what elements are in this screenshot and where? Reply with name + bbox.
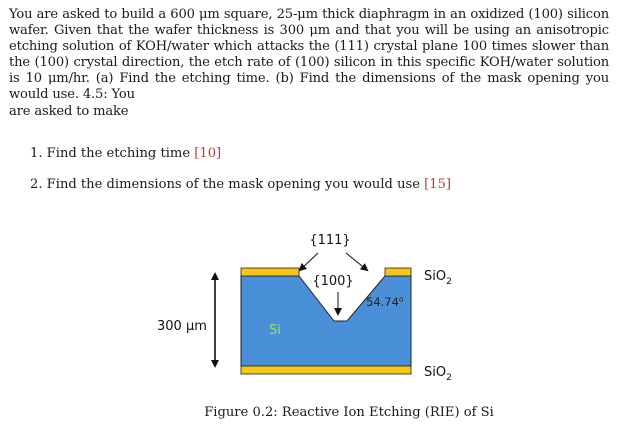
question-2-number: 2. (30, 177, 43, 192)
bottom-oxide (241, 366, 411, 374)
sio2-bottom-label: SiO$_2$ (424, 365, 452, 383)
label-111: {111} (309, 233, 351, 248)
thickness-label: 300 μm (157, 319, 207, 334)
silicon-substrate (241, 276, 411, 366)
problem-last-line: are asked to make (9, 103, 129, 119)
question-2-text: Find the dimensions of the mask opening you would use (46, 177, 420, 192)
question-2-marks: [15] (424, 177, 452, 192)
question-1-marks: [10] (194, 146, 222, 161)
top-oxide-left (241, 268, 299, 276)
sio2-bottom-subscript: 2 (446, 373, 452, 383)
figure-caption (0, 405, 636, 420)
figure-caption-text: Figure 0.2: Reactive Ion Etching (RIE) of Si (204, 405, 494, 420)
top-oxide-right (385, 268, 411, 276)
arrow-111-left (300, 253, 318, 270)
sio2-top-subscript: 2 (446, 277, 452, 287)
angle-label: 54.74⁰ (366, 295, 404, 309)
arrow-111-right (346, 253, 367, 270)
label-100: {100} (312, 274, 354, 289)
sio2-top-label: SiO$_2$ (424, 269, 452, 287)
question-1-number: 1. (30, 146, 43, 161)
si-label: Si (269, 323, 281, 338)
question-1-text: Find the etching time (46, 146, 191, 161)
problem-body: You are asked to build a 600 μm square, 25-μm thick diaphragm in an oxidized (100) silicon wafer. Given that the wafer thickness is 300 μm and that you will be using an anisotropic etching solution of KOH/water which attacks the (111) crystal plane 100 times slower than the (100) crystal direction, the etch rate of (100) silicon in this specific KOH/water solution is 10 μm/hr. (a) Find the etching time. (b) Find the dimensions of the mask opening you would use. 4.5: You (9, 7, 609, 103)
